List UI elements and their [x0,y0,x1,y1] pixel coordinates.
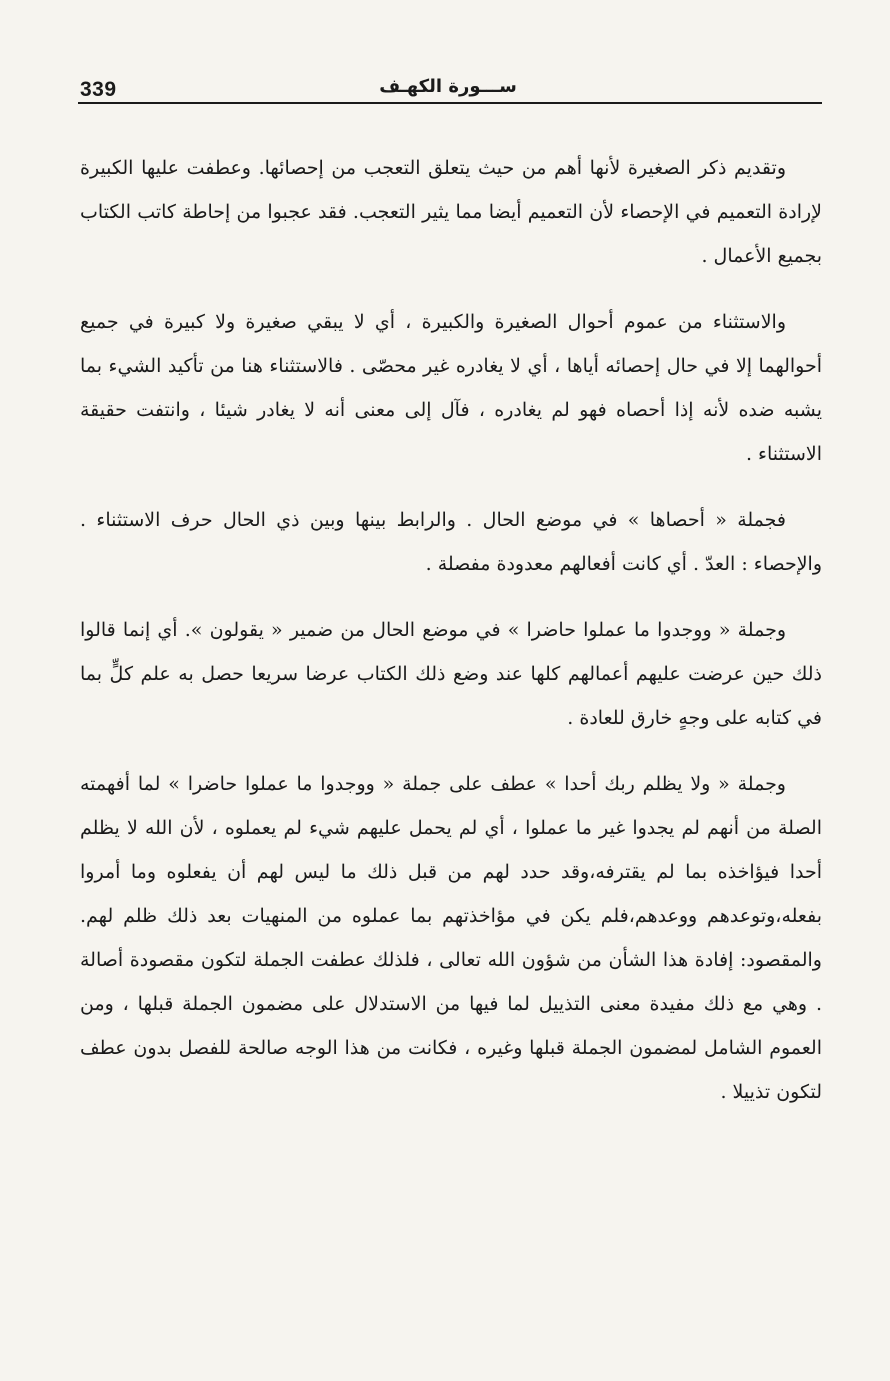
paragraph-2: والاستثناء من عموم أحوال الصغيرة والكبيرة ، أي لا يبقي صغيرة ولا كبيرة في جميع أحوالهما إلا في حال إحصائه أياها ، أي لا يغادره غير محصّى . فالاستثناء هنا من تأكيد الشيء بما يشبه ضده لأنه إذا أحصاه فهو لم يغادره ، فآل إلى معنى أنه لا يغادر شيئا ، وانتفت حقيقة الاستثناء . [80,311,822,465]
surah-title: ســـورة الكهـف [379,76,517,97]
header-rule [78,102,822,104]
page-header [78,74,822,108]
page-number: 339 [80,78,117,101]
paragraph-1: وتقديم ذكر الصغيرة لأنها أهم من حيث يتعلق التعجب من إحصائها. وعطفت عليها الكبيرة لإرادة التعميم في الإحصاء لأن التعميم أيضا مما يثير التعجب. فقد عجبوا من إحاطة كاتب الكتاب بجميع الأعمال . [80,157,822,267]
paragraph-3: فجملة « أحصاها » في موضع الحال . والرابط بينها وبين ذي الحال حرف الاستثناء . والإحصاء : العدّ . أي كانت أفعالهم معدودة مفصلة . [80,509,822,575]
paragraph-5: وجملة « ولا يظلم ربك أحدا » عطف على جملة « ووجدوا ما عملوا حاضرا » لما أفهمته الصلة من أنهم لم يجدوا غير ما عملوا ، أي لم يحمل عليهم شيء لم يعملوه ، لأن الله لا يظلم أحدا فيؤاخذه بما لم يقترفه،وقد حدد لهم من قبل ذلك ما ليس لهم أن يفعلوه وما أمروا بفعله،وتوعدهم ووعدهم،فلم يكن في مؤاخذتهم بما عملوه من المنهيات بعد ذلك ظلم لهم. والمقصود: إفادة هذا الشأن من شؤون الله تعالى ، فلذلك عطفت الجملة لتكون مقصودة أصالة . وهي مع ذلك مفيدة معنى التذييل لما فيها من الاستدلال على مضمون الجملة قبلها ، ومن العموم الشامل لمضمون الجملة قبلها وغيره ، فكانت من هذا الوجه صالحة للفصل بدون عطف لتكون تذييلا . [80,773,822,1103]
paragraph-4: وجملة « ووجدوا ما عملوا حاضرا » في موضع الحال من ضمير « يقولون ». أي إنما قالوا ذلك حين عرضت عليهم أعمالهم كلها عند وضع ذلك الكتاب عرضا سريعا حصل به علم كلٍّ بما في كتابه على وجهٍ خارق للعادة . [80,619,822,729]
page-body [80,146,822,1136]
